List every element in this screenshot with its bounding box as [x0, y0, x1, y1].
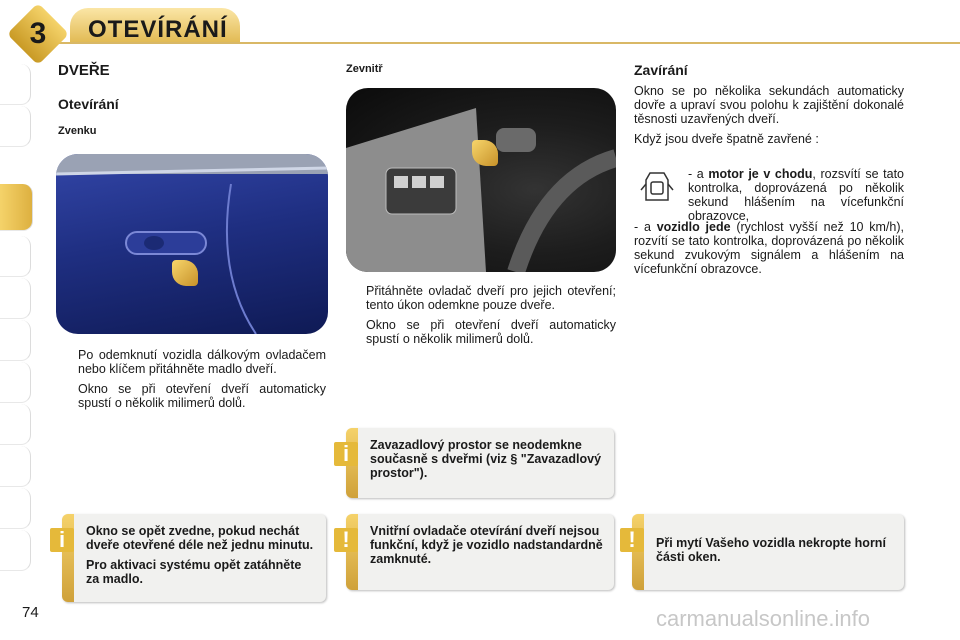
- warning-icon: !: [620, 528, 644, 552]
- pull-arrow-icon: [172, 260, 198, 286]
- chapter-tab[interactable]: [0, 446, 31, 487]
- moving-prefix: - a: [634, 220, 651, 234]
- door-open-warning-icon: [640, 170, 674, 204]
- info-icon: i: [334, 442, 358, 466]
- section-heading: DVEŘE: [58, 62, 110, 79]
- closing-text: [634, 84, 904, 152]
- closing-warning-lead: Když jsou dveře špatně zavřené :: [634, 132, 819, 146]
- engine-running-item: [688, 167, 904, 223]
- warning-box-text: Vnitřní ovladače otevírání dveří nejsou funkční, když je vozidlo nadstandardně zamknuté.: [370, 524, 603, 566]
- chapter-tab[interactable]: [0, 64, 31, 105]
- pull-arrow-icon: [472, 140, 498, 166]
- subsection-heading: Otevírání: [58, 96, 119, 112]
- chapter-tab[interactable]: [0, 362, 31, 403]
- interior-handle-photo: [346, 88, 616, 272]
- info-box-text: Zavazadlový prostor se neodemkne současně s dveřmi (viz § "Zavazadlový prostor").: [370, 438, 602, 480]
- outside-instruction-text: Po odemknutí vozidla dálkovým ovladačem nebo klíčem přitáhněte madlo dveří.: [78, 348, 326, 376]
- outside-instructions: [78, 348, 326, 416]
- chapter-tab[interactable]: [0, 236, 31, 277]
- vehicle-moving-label: vozidlo jede: [656, 220, 731, 234]
- inside-instructions: [366, 284, 616, 352]
- page-title: OTEVÍRÁNÍ: [88, 16, 228, 43]
- inside-instruction-text: Přitáhněte ovladač dveří pro jejich otevření; tento úkon odemkne pouze dveře.: [366, 284, 616, 312]
- info-box-trunk: [342, 428, 614, 498]
- engine-running-text: , rozsvítí se tato kontrolka, doprovázená po několik sekund hlášením na vícefunkční obrazovce,: [688, 167, 905, 223]
- outside-window-note: Okno se při otevření dveří automaticky spustí o několik milimerů dolů.: [78, 382, 326, 410]
- chapter-tab[interactable]: [0, 530, 31, 571]
- warning-icon: !: [334, 528, 358, 552]
- info-box-window: [58, 514, 326, 602]
- chapter-tab[interactable]: [0, 488, 31, 529]
- chapter-tab[interactable]: [0, 106, 31, 147]
- info-window-activation: Pro aktivaci systému opět zatáhněte za madlo.: [86, 558, 302, 586]
- info-icon: i: [50, 528, 74, 552]
- info-window-note: Okno se opět zvedne, pokud nechát dveře otevřené déle než jednu minutu.: [86, 524, 314, 552]
- door-drawing: [56, 154, 328, 334]
- warning-box-text: Při mytí Vašeho vozidla nekropte horní části oken.: [656, 536, 886, 564]
- chapter-tab[interactable]: [0, 404, 31, 445]
- inside-window-note: Okno se při otevření dveří automaticky spustí o několik milimerů dolů.: [366, 318, 616, 346]
- chapter-tab[interactable]: [0, 320, 31, 361]
- closing-description: Okno se po několika sekundách automaticky dovře a upraví svou polohu k zajištění dokonalé těsnosti uzavřených dveří.: [634, 84, 904, 126]
- closing-heading: Zavírání: [634, 62, 688, 78]
- interior-drawing: [346, 88, 616, 272]
- watermark: carmanualsonline.info: [656, 606, 871, 631]
- chapter-number: 3: [29, 17, 47, 50]
- label-outside: Zvenku: [58, 125, 97, 137]
- chapter-tab[interactable]: [0, 278, 31, 319]
- chapter-tabs: [0, 64, 34, 584]
- vehicle-moving-item: [634, 220, 904, 276]
- page-number: 74: [22, 604, 39, 621]
- info-box-text: [86, 524, 316, 592]
- label-inside: Zevnitř: [346, 63, 383, 75]
- chapter-tab-active[interactable]: [0, 184, 33, 231]
- door-handle-photo: [56, 154, 328, 334]
- vehicle-moving-text: (rychlost vyšší než 10 km/h), rozvítí se tato kontrolka, doprovázená po několik sekund zvukovým signálem a hlášením na vícefunkční obrazovce.: [634, 220, 904, 276]
- warning-box-deadlock: [342, 514, 614, 590]
- engine-running-label: motor je v chodu: [708, 167, 813, 181]
- warning-box-washing: [628, 514, 904, 590]
- engine-prefix: - a: [688, 167, 704, 181]
